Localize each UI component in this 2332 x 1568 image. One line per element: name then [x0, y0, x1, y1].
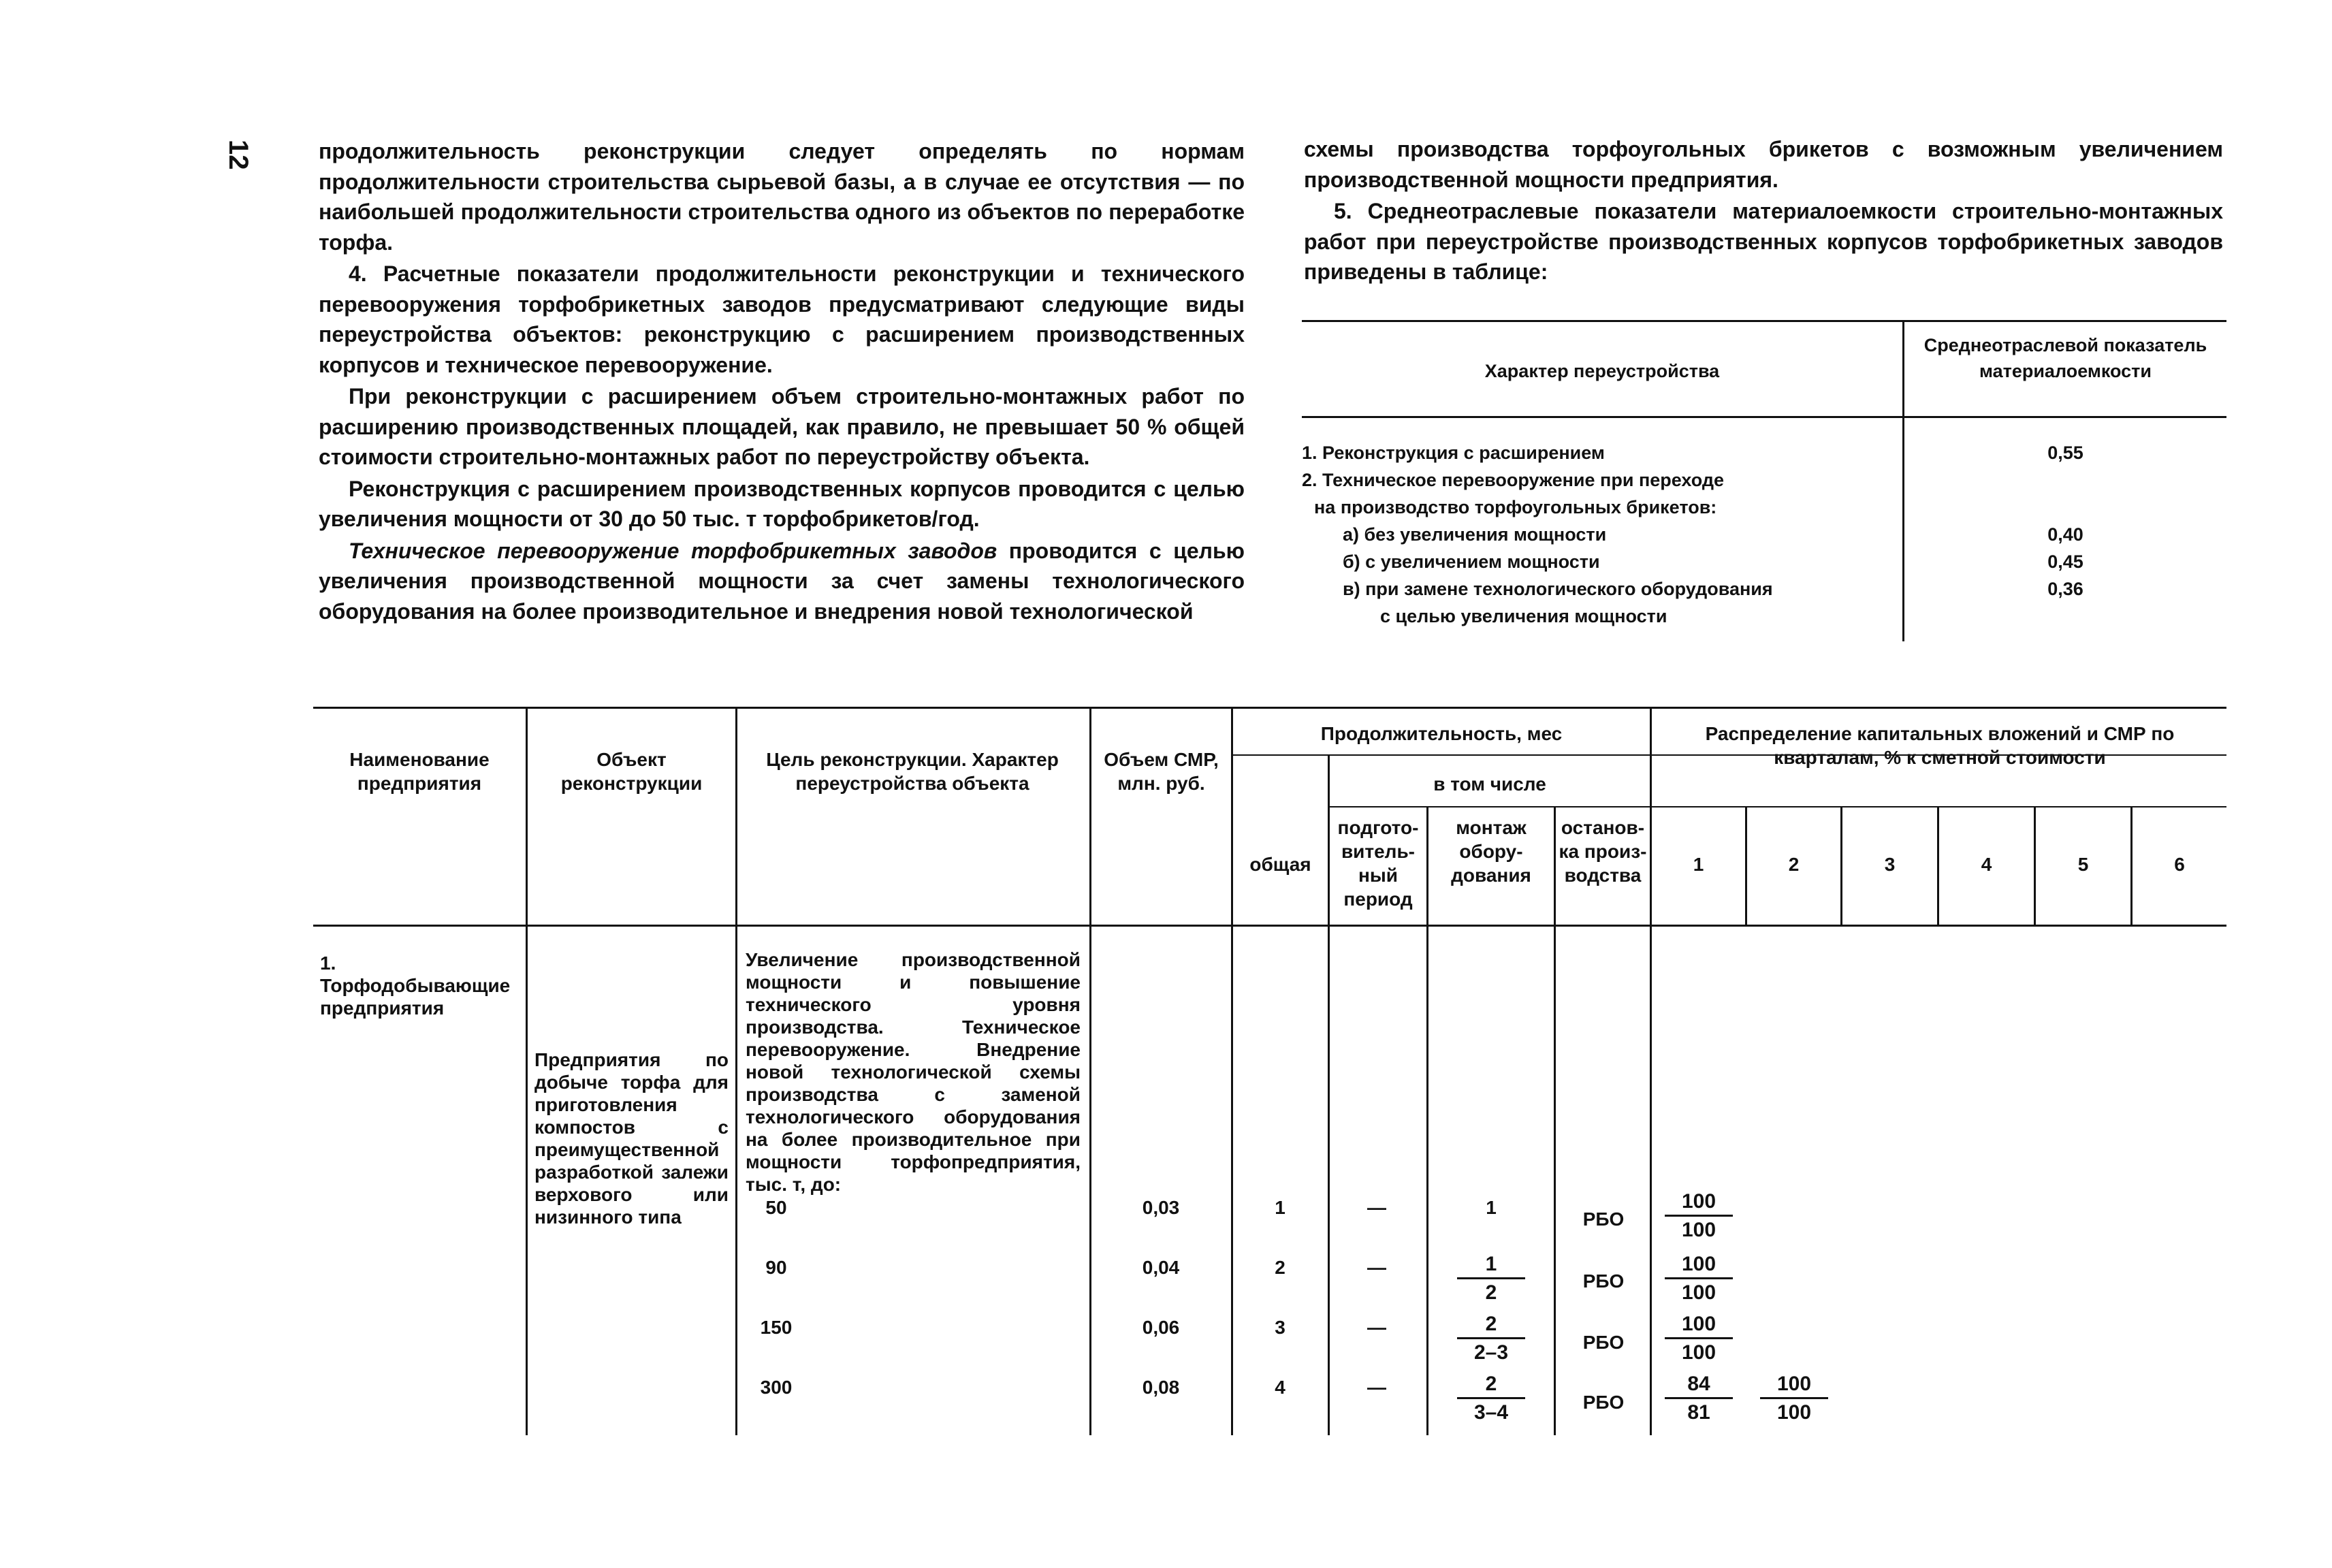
- row-label: в) при замене технологического оборудования: [1343, 579, 1773, 599]
- header-volume: Объем СМР, млн. руб.: [1104, 749, 1219, 794]
- mount-duration: 1: [1486, 1197, 1497, 1218]
- stop-value: РБО: [1582, 1332, 1625, 1353]
- paragraph: 4. Расчетные показатели продолжительности реконструкции и технического перевооружения торфобрикетных заводов предусматривают следующие виды переустройства объектов: реконструкцию с расширением производственных корпусов и техническое перевооружение.: [319, 261, 1245, 377]
- header-goal: Цель реконструкции. Характер переустройства объекта: [766, 749, 1059, 794]
- quarter-1-fraction: $\frac{84}{81}$: [1665, 1371, 1733, 1426]
- row-label: на производство торфоугольных брикетов:: [1314, 497, 1717, 517]
- stop-value: РБО: [1582, 1270, 1625, 1292]
- header-quarter-4: 4: [1981, 854, 1992, 875]
- header-stop: останов-ка произ-водства: [1559, 817, 1647, 886]
- row-value: 0,45: [2047, 551, 2083, 572]
- volume-value: 0,04: [1142, 1257, 1180, 1278]
- page-number: 12: [223, 140, 253, 170]
- header-total: общая: [1249, 854, 1311, 875]
- object-description: Предприятия по добыче торфа для приготовления компостов с преимущественной разработкой залежи верхового или низинного типа: [534, 1049, 729, 1228]
- row-label: 2. Техническое перевооружение при переходе: [1302, 470, 1725, 490]
- header-enterprise: Наименование предприятия: [349, 749, 490, 794]
- table-row: [1302, 497, 2226, 524]
- quarter-2-fraction: $\frac{100}{100}$: [1760, 1371, 1828, 1426]
- header-quarter-1: 1: [1693, 854, 1704, 875]
- table-row: [1302, 443, 2226, 470]
- quarter-1-fraction: $\frac{100}{100}$: [1665, 1311, 1733, 1366]
- total-duration: 4: [1275, 1377, 1285, 1398]
- mount-fraction: $\frac{1}{2}$: [1457, 1251, 1525, 1307]
- capacity-value: 50: [765, 1197, 787, 1218]
- table-row: [1302, 524, 2226, 551]
- row-label: б) с увеличением мощности: [1343, 551, 1600, 572]
- table-row: [1302, 551, 2226, 579]
- stop-value: РБО: [1582, 1209, 1625, 1230]
- reconstruction-duration-table: [313, 707, 2226, 1435]
- header-mount: монтаж обору-дования: [1451, 817, 1531, 886]
- stop-value: РБО: [1582, 1392, 1625, 1413]
- header-object: Объект реконструкции: [560, 749, 703, 794]
- capacity-value: 150: [760, 1317, 793, 1338]
- header-quarter-6: 6: [2174, 854, 2185, 875]
- header-prep: подгото-витель-ный период: [1337, 817, 1419, 910]
- total-duration: 1: [1275, 1197, 1285, 1218]
- header-character: Характер переустройства: [1484, 361, 1720, 381]
- enterprise-name: 1. Торфодобывающие предприятия: [320, 953, 511, 1019]
- row-label: 1. Реконструкция с расширением: [1302, 443, 1605, 463]
- quarter-1-fraction: $\frac{100}{100}$: [1665, 1251, 1733, 1307]
- row-value: 0,55: [2047, 443, 2083, 463]
- paragraph: Реконструкция с расширением производственных корпусов проводится с целью увеличения мощности от 30 до 50 тыс. т торфобрикетов/год.: [319, 476, 1245, 531]
- prep-duration: —: [1367, 1197, 1386, 1218]
- left-text-column: [319, 136, 1245, 628]
- paragraph: При реконструкции с расширением объем строительно-монтажных работ по расширению производственных площадей, как правило, не превышает 50 % общей стоимости строительно-монтажных работ по переустройству объекта.: [319, 384, 1245, 469]
- header-quarter-2: 2: [1788, 854, 1800, 875]
- table-row: [1302, 606, 2226, 633]
- header-indicator: Среднеотраслевой показатель материалоемкости: [1923, 335, 2207, 381]
- paragraph: 5. Среднеотраслевые показатели материалоемкости строительно-монтажных работ при переустройстве производственных корпусов торфобрикетных заводов приведены в таблице:: [1304, 199, 2223, 284]
- capacity-value: 90: [765, 1257, 787, 1278]
- right-text-column: [1304, 134, 2223, 289]
- prep-duration: —: [1367, 1257, 1386, 1278]
- total-duration: 3: [1275, 1317, 1285, 1338]
- total-duration: 2: [1275, 1257, 1285, 1278]
- paragraph: схемы производства торфоугольных брикетов с возможным увеличением производственной мощности предприятия.: [1304, 137, 2223, 192]
- capacity-value: 300: [760, 1377, 793, 1398]
- row-value: 0,40: [2047, 524, 2083, 545]
- volume-value: 0,08: [1142, 1377, 1180, 1398]
- row-value: 0,36: [2047, 579, 2083, 599]
- header-distribution: Распределение капитальных вложений и СМР по кварталам, % к сметной стоимости: [1705, 723, 2175, 768]
- row-label: а) без увеличения мощности: [1343, 524, 1607, 545]
- goal-description: Увеличение производственной мощности и повышение технического уровня производства. Техническое перевооружение. Внедрение новой технологической схемы производства с заменой технологического оборудования на более производительное при мощности торфопредприятия, тыс. т, до:: [746, 949, 1081, 1195]
- table-row: [1302, 579, 2226, 606]
- prep-duration: —: [1367, 1317, 1386, 1338]
- header-including: в том числе: [1433, 773, 1546, 795]
- mount-fraction: $\frac{2}{3-4}$: [1457, 1371, 1525, 1426]
- italic-term: Техническое перевооружение торфобрикетных заводов: [349, 538, 997, 563]
- mount-fraction: $\frac{2}{2-3}$: [1457, 1311, 1525, 1366]
- header-quarter-5: 5: [2077, 854, 2089, 875]
- paragraph: продолжительность реконструкции следует определять по нормам продолжительности строительства сырьевой базы, а в случае ее отсутствия — по наибольшей продолжительности строительства одного из объектов по переработке торфа.: [319, 139, 1245, 255]
- paragraph-text: проводится с целью увеличения производственной мощности за счет замены технологического оборудования на более производительное и внедрения новой технологической: [319, 538, 1245, 624]
- header-quarter-3: 3: [1884, 854, 1896, 875]
- material-intensity-table: [1302, 320, 2226, 641]
- volume-value: 0,06: [1142, 1317, 1180, 1338]
- table-row: [1302, 470, 2226, 497]
- header-duration: Продолжительность, мес: [1320, 723, 1563, 744]
- row-label: с целью увеличения мощности: [1380, 606, 1667, 626]
- quarter-1-fraction: $\frac{100}{100}$: [1665, 1189, 1733, 1244]
- paragraph: [319, 536, 1245, 627]
- prep-duration: —: [1367, 1377, 1386, 1398]
- volume-value: 0,03: [1142, 1197, 1180, 1218]
